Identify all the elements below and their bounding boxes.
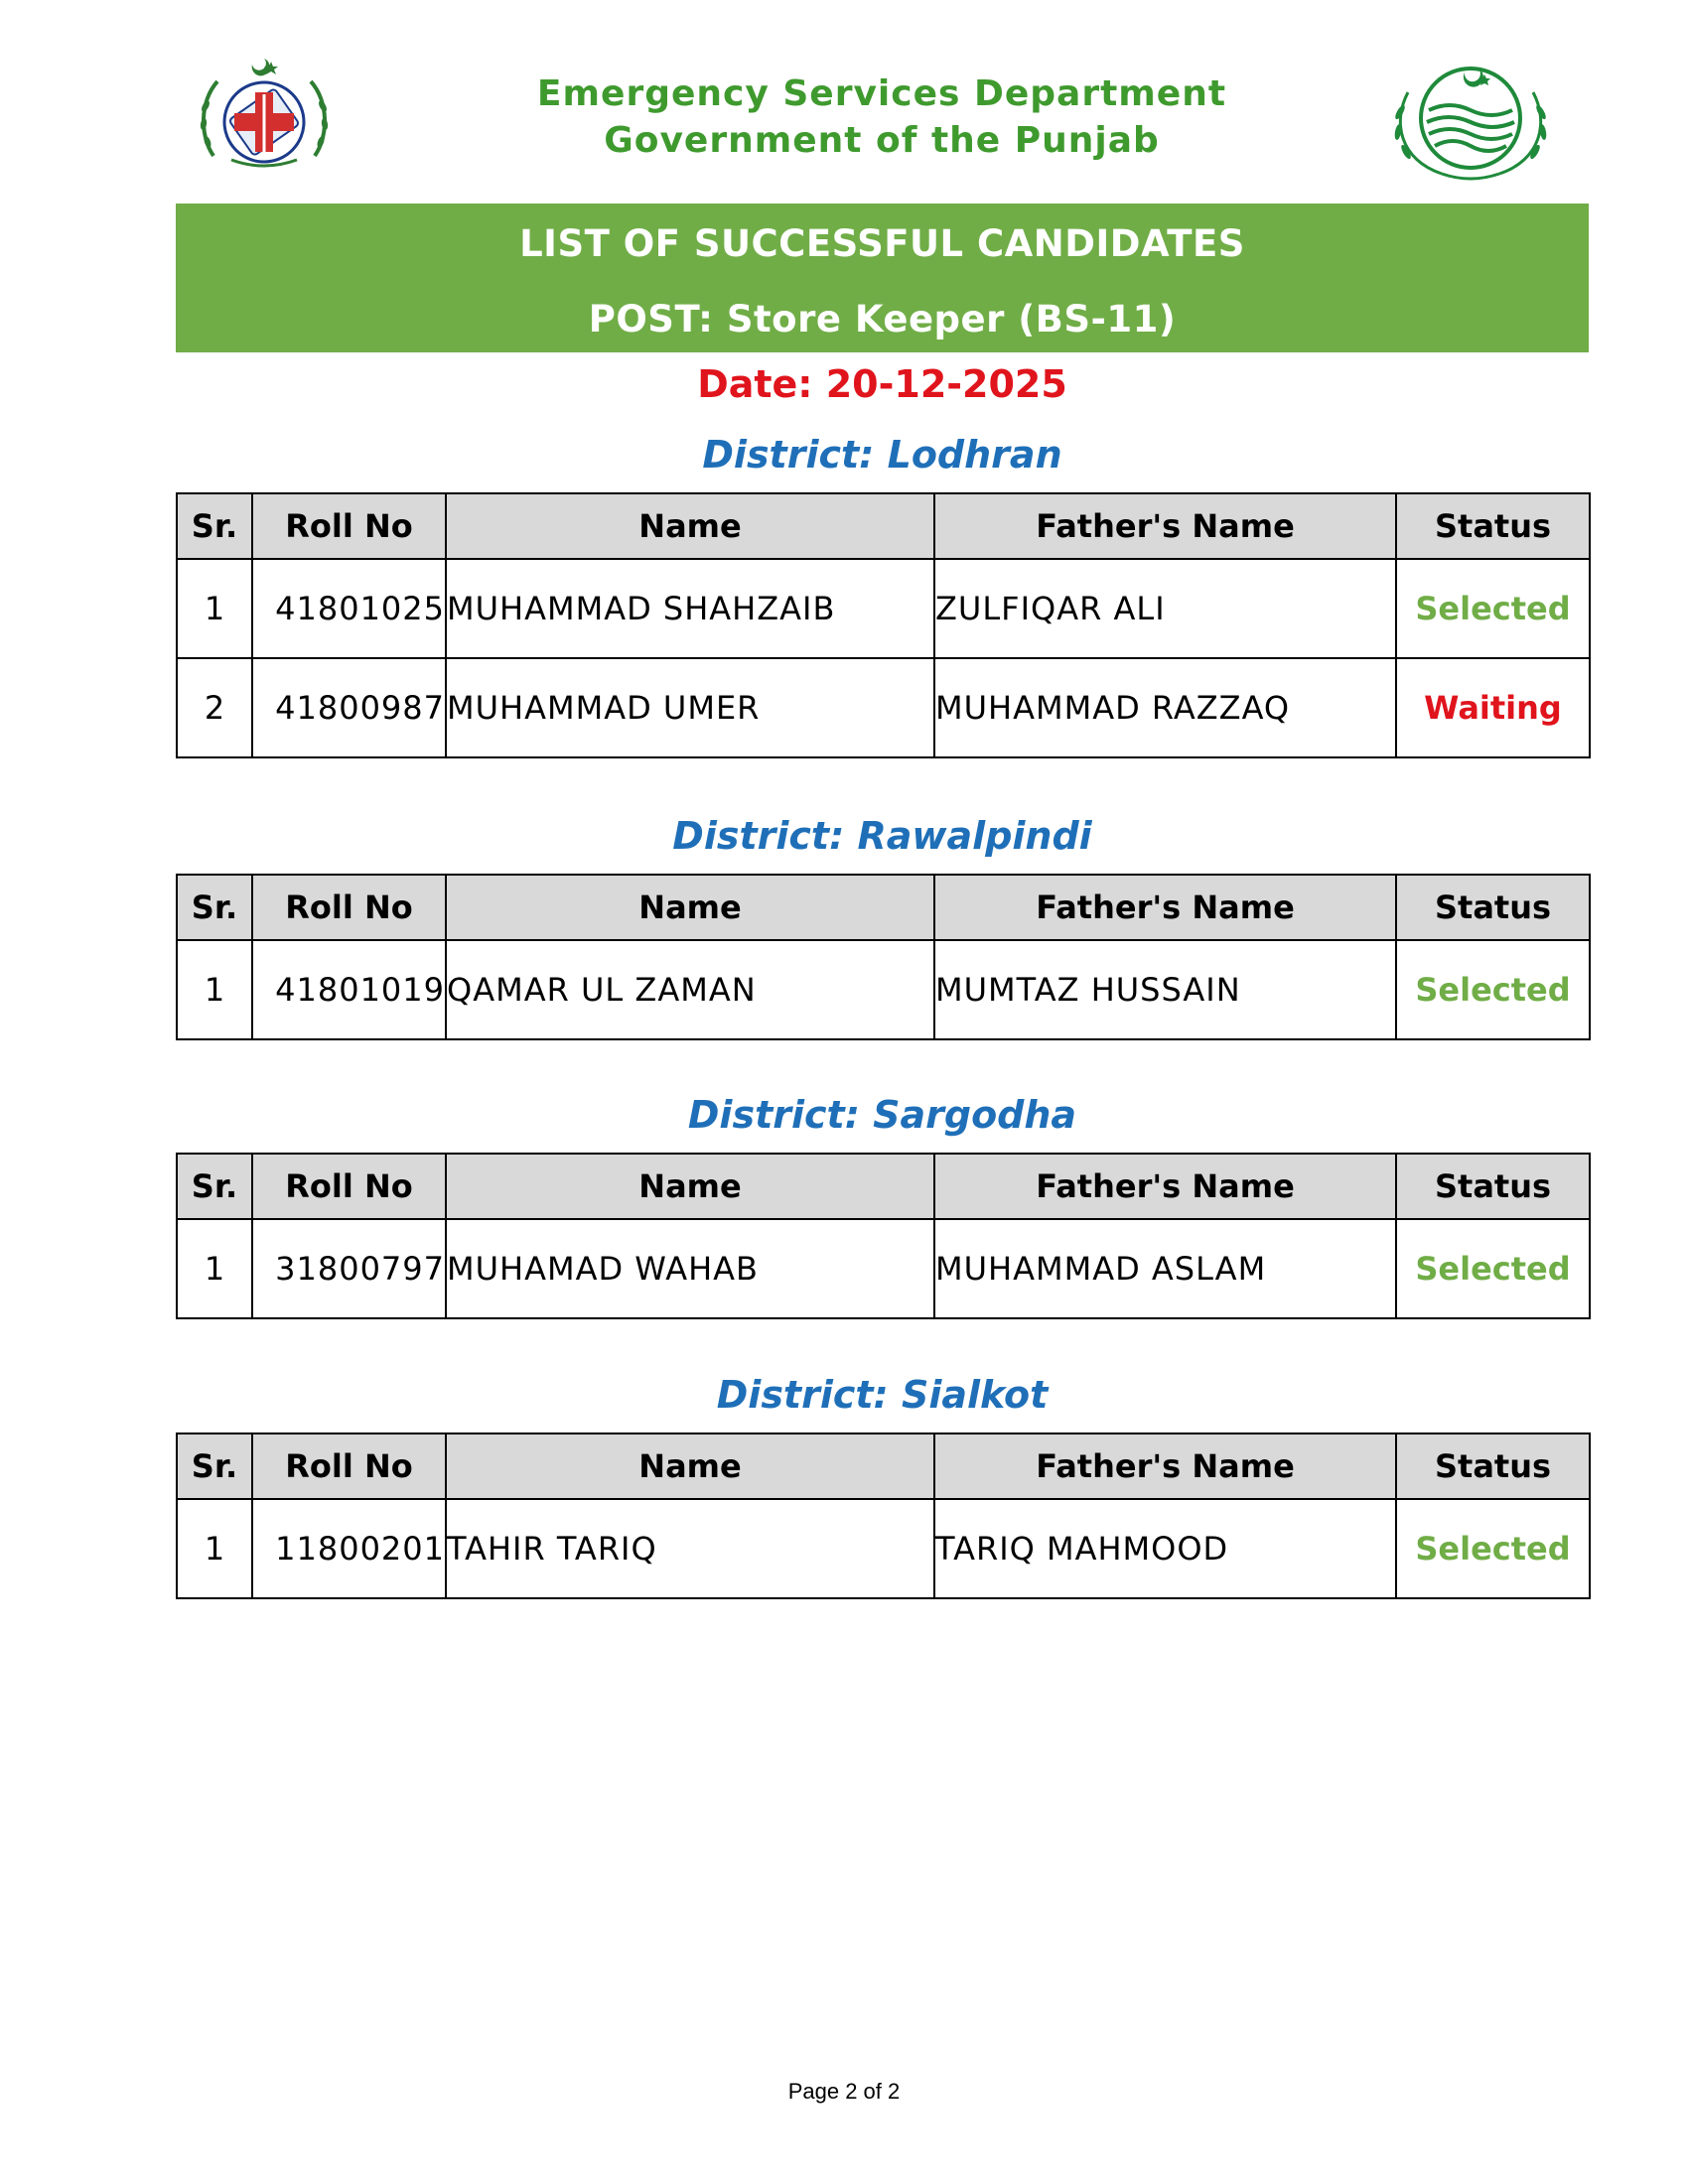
- cell-status: Selected: [1396, 1499, 1590, 1598]
- organization-subtitle: Government of the Punjab: [604, 120, 1160, 161]
- district-heading-rawalpindi: District: Rawalpindi: [672, 814, 1092, 858]
- cell-status: Waiting: [1396, 658, 1590, 757]
- list-title: LIST OF SUCCESSFUL CANDIDATES: [519, 222, 1245, 265]
- post-title: POST: Store Keeper (BS-11): [588, 298, 1177, 341]
- col-header-status: Status: [1396, 493, 1590, 559]
- col-header-roll: Roll No: [252, 875, 446, 940]
- cell-roll-no: 41800987: [252, 658, 446, 757]
- cell-father-name: MUMTAZ HUSSAIN: [934, 940, 1396, 1039]
- cell-father-name: TARIQ MAHMOOD: [934, 1499, 1396, 1598]
- col-header-father: Father's Name: [934, 1433, 1396, 1499]
- candidates-table-lodhran: [176, 492, 1591, 758]
- cell-roll-no: 41801019: [252, 940, 446, 1039]
- punjab-emblem-logo: [1382, 63, 1559, 185]
- cell-name: TAHIR TARIQ: [446, 1499, 934, 1598]
- table-row: [177, 940, 1590, 1039]
- col-header-sr: Sr.: [177, 1433, 252, 1499]
- col-header-sr: Sr.: [177, 493, 252, 559]
- cell-name: QAMAR UL ZAMAN: [446, 940, 934, 1039]
- district-heading-sialkot: District: Sialkot: [716, 1373, 1049, 1417]
- table-row: [177, 559, 1590, 658]
- candidates-table-rawalpindi: [176, 874, 1591, 1040]
- table-header-row: [177, 875, 1590, 940]
- cell-sr: 1: [177, 1219, 252, 1318]
- cell-name: MUHAMMAD UMER: [446, 658, 934, 757]
- cell-father-name: ZULFIQAR ALI: [934, 559, 1396, 658]
- candidates-table-sialkot: [176, 1433, 1591, 1599]
- cell-name: MUHAMMAD SHAHZAIB: [446, 559, 934, 658]
- district-heading-sargodha: District: Sargodha: [687, 1093, 1077, 1137]
- col-header-father: Father's Name: [934, 493, 1396, 559]
- page-number: Page 2 of 2: [787, 2079, 901, 2104]
- col-header-name: Name: [446, 1154, 934, 1219]
- cell-sr: 2: [177, 658, 252, 757]
- col-header-father: Father's Name: [934, 875, 1396, 940]
- col-header-sr: Sr.: [177, 875, 252, 940]
- title-banner: [176, 204, 1589, 352]
- district-heading-lodhran: District: Lodhran: [702, 433, 1062, 477]
- col-header-status: Status: [1396, 1433, 1590, 1499]
- cell-sr: 1: [177, 940, 252, 1039]
- cell-roll-no: 41801025: [252, 559, 446, 658]
- cell-sr: 1: [177, 1499, 252, 1598]
- table-row: [177, 1499, 1590, 1598]
- cell-status: Selected: [1396, 940, 1590, 1039]
- cell-sr: 1: [177, 559, 252, 658]
- candidates-table-sargodha: [176, 1153, 1591, 1319]
- rescue-emblem-logo: [192, 57, 337, 174]
- table-header-row: [177, 1433, 1590, 1499]
- list-date: Date: 20-12-2025: [697, 362, 1067, 406]
- cell-status: Selected: [1396, 1219, 1590, 1318]
- col-header-status: Status: [1396, 1154, 1590, 1219]
- col-header-name: Name: [446, 1433, 934, 1499]
- col-header-roll: Roll No: [252, 493, 446, 559]
- col-header-status: Status: [1396, 875, 1590, 940]
- organization-name: Emergency Services Department: [536, 73, 1227, 114]
- cell-status: Selected: [1396, 559, 1590, 658]
- col-header-name: Name: [446, 875, 934, 940]
- col-header-roll: Roll No: [252, 1154, 446, 1219]
- cell-roll-no: 31800797: [252, 1219, 446, 1318]
- cell-roll-no: 11800201: [252, 1499, 446, 1598]
- table-row: [177, 658, 1590, 757]
- col-header-father: Father's Name: [934, 1154, 1396, 1219]
- table-row: [177, 1219, 1590, 1318]
- col-header-roll: Roll No: [252, 1433, 446, 1499]
- cell-father-name: MUHAMMAD RAZZAQ: [934, 658, 1396, 757]
- cell-name: MUHAMAD WAHAB: [446, 1219, 934, 1318]
- table-header-row: [177, 493, 1590, 559]
- col-header-name: Name: [446, 493, 934, 559]
- col-header-sr: Sr.: [177, 1154, 252, 1219]
- cell-father-name: MUHAMMAD ASLAM: [934, 1219, 1396, 1318]
- table-header-row: [177, 1154, 1590, 1219]
